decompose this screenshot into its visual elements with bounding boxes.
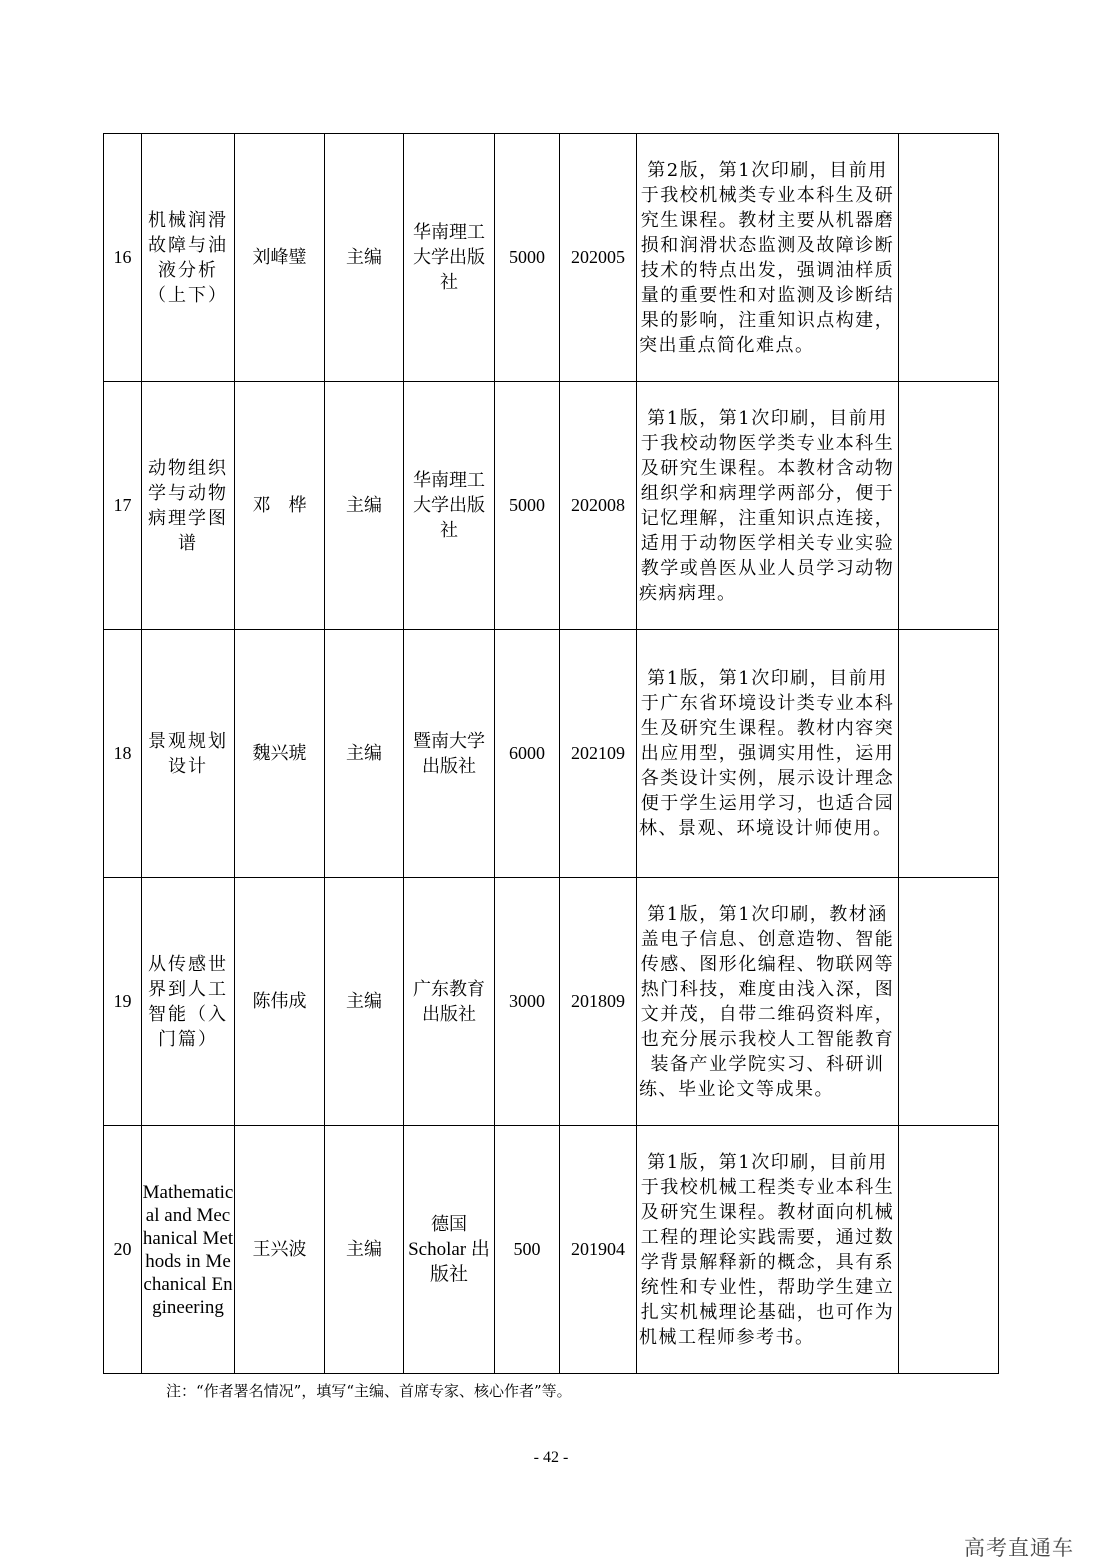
print-count: 5000: [495, 134, 560, 382]
print-count: 5000: [495, 382, 560, 630]
author-role: 主编: [325, 878, 404, 1126]
textbook-table: [103, 133, 999, 1374]
author-name: 王兴波: [235, 1126, 325, 1374]
page-number: - 42 -: [533, 1449, 569, 1466]
remarks-cell: [899, 1126, 999, 1374]
publish-date: 202008: [560, 382, 637, 630]
print-count: 3000: [495, 878, 560, 1126]
book-title: 从传感世界到人工智能（入门篇）: [142, 878, 235, 1126]
publish-date: 201809: [560, 878, 637, 1126]
author-role: 主编: [325, 1126, 404, 1374]
publish-date: 202005: [560, 134, 637, 382]
row-number: 20: [104, 1126, 142, 1374]
book-title: 动物组织学与动物病理学图谱: [142, 382, 235, 630]
author-role: 主编: [325, 134, 404, 382]
print-count: 6000: [495, 630, 560, 878]
publisher: 华南理工大学出版社: [404, 134, 495, 382]
publisher-line-2: [406, 1237, 492, 1287]
book-description: 第1版，第1次印刷，目前用于我校机械工程类专业本科生及研究生课程。教材面向机械工程的理论实践需要，通过数学背景解释新的概念，具有系统性和专业性，帮助学生建立扎实机械理论基础，也可作为机械工程师参考书。: [637, 1126, 899, 1374]
publish-date: 201904: [560, 1126, 637, 1374]
publisher: 广东教育出版社: [404, 878, 495, 1126]
book-title: Mathematical and Mechanical Methods in Mechanical Engineering: [142, 1126, 235, 1374]
table-row: [104, 630, 999, 878]
print-count: 500: [495, 1126, 560, 1374]
row-number: 19: [104, 878, 142, 1126]
author-name: 邓 桦: [235, 382, 325, 630]
row-number: 18: [104, 630, 142, 878]
publisher: 华南理工大学出版社: [404, 382, 495, 630]
table-row: [104, 382, 999, 630]
remarks-cell: [899, 878, 999, 1126]
publisher-line-2-text: Scholar 出版社: [408, 1239, 490, 1285]
row-number: 16: [104, 134, 142, 382]
author-name: 刘峰璧: [235, 134, 325, 382]
watermark-text: 高考直通车: [964, 1536, 1074, 1560]
book-title: 机械润滑故障与油液分析（上下）: [142, 134, 235, 382]
author-name: 魏兴琥: [235, 630, 325, 878]
author-name: 陈伟成: [235, 878, 325, 1126]
book-description: 第1版，第1次印刷，目前用于广东省环境设计类专业本科生及研究生课程。教材内容突出应用型，强调实用性，运用各类设计实例，展示设计理念便于学生运用学习，也适合园林、景观、环境设计师使用。: [637, 630, 899, 878]
remarks-cell: [899, 382, 999, 630]
table-row: [104, 878, 999, 1126]
footnote: 注：“作者署名情况”，填写“主编、首席专家、核心作者”等。: [166, 1382, 572, 1400]
publish-date: 202109: [560, 630, 637, 878]
book-description: 第1版，第1次印刷，目前用于我校动物医学类专业本科生及研究生课程。本教材含动物组织学和病理学两部分，便于记忆理解，注重知识点连接，适用于动物医学相关专业实验教学或兽医从业人员学习动物疾病病理。: [637, 382, 899, 630]
publisher: [404, 1126, 495, 1374]
book-title: 景观规划设计: [142, 630, 235, 878]
row-number: 17: [104, 382, 142, 630]
author-role: 主编: [325, 382, 404, 630]
remarks-cell: [899, 134, 999, 382]
publisher-line-1: 德国: [431, 1214, 467, 1235]
author-role: 主编: [325, 630, 404, 878]
book-description: 第1版，第1次印刷，教材涵盖电子信息、创意造物、智能传感、图形化编程、物联网等热门科技，难度由浅入深，图文并茂，自带二维码资料库，也充分展示我校人工智能教育装备产业学院实习、科研训练、毕业论文等成果。: [637, 878, 899, 1126]
table-row: [104, 1126, 999, 1374]
remarks-cell: [899, 630, 999, 878]
publisher: 暨南大学出版社: [404, 630, 495, 878]
table-row: [104, 134, 999, 382]
book-description: 第2版，第1次印刷，目前用于我校机械类专业本科生及研究生课程。教材主要从机器磨损和润滑状态监测及故障诊断技术的特点出发，强调油样质量的重要性和对监测及诊断结果的影响，注重知识点构建，突出重点简化难点。: [637, 134, 899, 382]
